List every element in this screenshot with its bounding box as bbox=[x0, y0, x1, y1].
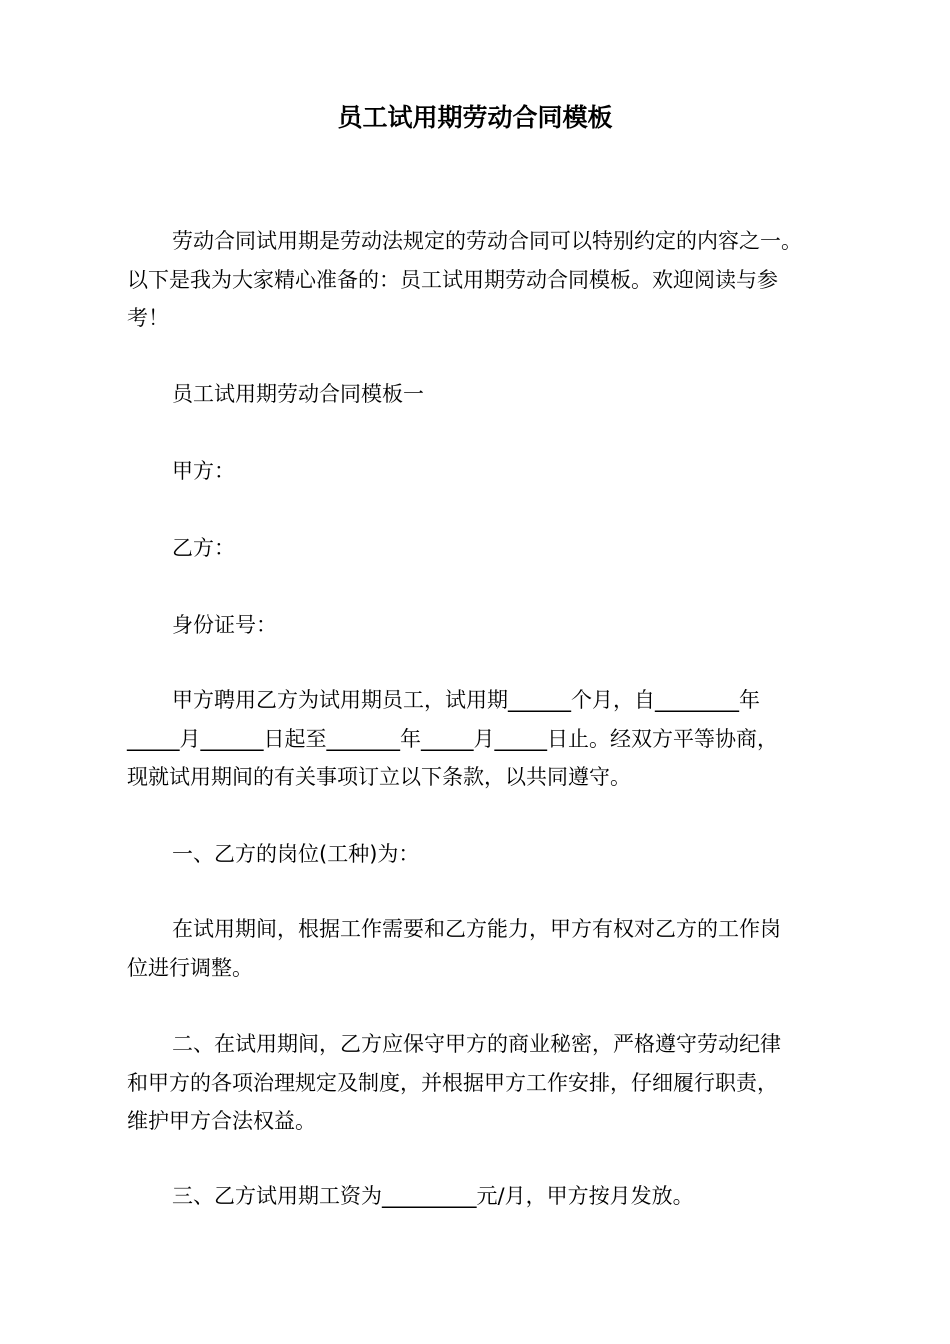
hire-clause-paragraph bbox=[127, 681, 827, 797]
hire-clause-line-1: 甲方聘用乙方为试用期员工，试用期______个月，自________年 bbox=[172, 688, 760, 712]
clause-1-detail-line-2: 位进行调整。 bbox=[127, 955, 253, 980]
party-b-label: 乙方： bbox=[172, 536, 235, 560]
party-a-field bbox=[127, 452, 827, 491]
intro-line-3: 考！ bbox=[127, 306, 169, 330]
intro-paragraph bbox=[127, 222, 827, 338]
document-title: 员工试用期劳动合同模板 bbox=[337, 103, 613, 132]
party-a-label: 甲方： bbox=[172, 459, 235, 483]
clause-2-paragraph bbox=[127, 1025, 827, 1141]
clause-1-text: 一、乙方的岗位(工种)为： bbox=[172, 842, 420, 866]
clause-2-line-2: 和甲方的各项治理规定及制度，并根据甲方工作安排，仔细履行职责， bbox=[127, 1070, 778, 1095]
clause-3-text: 三、乙方试用期工资为_________元/月，甲方按月发放。 bbox=[172, 1184, 694, 1208]
party-b-field bbox=[127, 529, 827, 568]
clause-1-detail-paragraph bbox=[127, 910, 827, 987]
section-heading-text: 员工试用期劳动合同模板一 bbox=[172, 382, 424, 406]
clause-1 bbox=[127, 835, 827, 874]
clause-1-detail-line-1: 在试用期间，根据工作需要和乙方能力，甲方有权对乙方的工作岗 bbox=[172, 917, 781, 941]
clause-2-line-1: 二、在试用期间，乙方应保守甲方的商业秘密，严格遵守劳动纪律 bbox=[172, 1032, 781, 1056]
hire-clause-line-2: _____月______日起至_______年_____月_____日止。经双方平等协商， bbox=[127, 726, 778, 751]
intro-line-1: 劳动合同试用期是劳动法规定的劳动合同可以特别约定的内容之一。 bbox=[172, 229, 802, 253]
intro-line-2: 以下是我为大家精心准备的：员工试用期劳动合同模板。欢迎阅读与参 bbox=[127, 267, 778, 292]
section-heading bbox=[127, 375, 827, 414]
id-number-field bbox=[127, 606, 827, 645]
id-number-label: 身份证号： bbox=[172, 613, 277, 637]
clause-2-line-3: 维护甲方合法权益。 bbox=[127, 1109, 316, 1133]
hire-clause-line-3: 现就试用期间的有关事项订立以下条款，以共同遵守。 bbox=[127, 765, 631, 789]
clause-3 bbox=[127, 1177, 827, 1216]
